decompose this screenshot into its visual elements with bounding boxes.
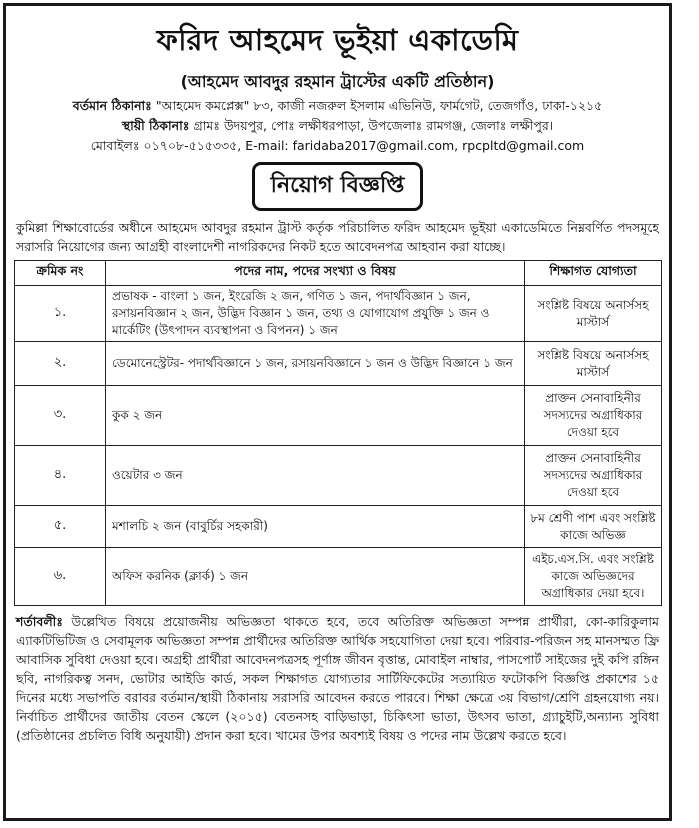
terms-label: শর্তাবলীঃ (16, 614, 63, 629)
notice-content (12, 12, 663, 812)
table-row (15, 548, 662, 606)
banner-wrap (12, 162, 663, 211)
terms-text: উল্লেখিত বিষয়ে প্রয়োজনীয় অভিজ্ঞতা থাকতে হবে, তবে অতিরিক্ত অভিজ্ঞতা সম্পন্ন প্রার্থীরা, কো-কারিকুলাম এ্যাকটিভিটিজ ও সেবামূলক অভিজ্ঞতা সম্পন্ন প্রার্থীদের অতিরিক্ত আর্থিক সহযোগিতা দেয়া হবে। পরিবার-পরিজন সহ মানসম্মত ফ্রি আবাসিক সুবিধা দেওয়া হবে। অগ্রহী প্রার্থীরা আবেদনপত্রসহ পূর্ণাঙ্গ জীবন বৃত্তান্ত, মোবাইল নাম্বার, পাসপোর্ট সাইজের দুই কপি রঙ্গিন ছবি, নাগরিকত্ব সনদ, ভোটার আইডি কার্ড, সকল শিক্ষাগত যোগ্যতার সার্টিফিকেটের সত্যায়িত ফটোকপি বিজ্ঞপ্তি প্রকাশের ১৫ দিনের মধ্যে সভাপতি বরাবর বর্তমান/স্থায়ী ঠিকানায় সরাসরি আবেদন করতে পারবে। শিক্ষা ক্ষেত্রে ৩য় বিভাগ/শ্রেণি গ্রহনযোগ্য নয়। নির্বাচিত প্রার্থীদের জাতীয় বেতন স্কেলে (২০১৫) বেতনসহ বাড়িভাড়া, চিকিৎসা ভাতা, উৎসব ভাতা, গ্র্যাচুইটি,অন্যান্য সুবিধা (প্রতিষ্ঠানের প্রচলিত বিধি অনুযায়ী) প্রদান করা হবে। খামের উপর অবশ্যই বিষয় ও পদের নাম উল্লেখ করতে হবে। (16, 614, 659, 743)
row-qualification: প্রাক্তন সেনাবাহিনীর সদস্যদের অগ্রাধিকার দেওয়া হবে (525, 386, 662, 446)
contact-line: মোবাইলঃ ০১৭০৮-৫১৫৩৩৫, E-mail: faridaba2017@gmail.com, rpcpltd@gmail.com (90, 138, 585, 153)
row-post: অফিস করনিক (ক্লার্ক) ১ জন (106, 548, 525, 606)
vacancy-table (14, 260, 662, 606)
row-qualification: প্রাক্তন সেনাবাহিনীর সদস্যদের অগ্রাধিকার দেওয়া হবে (525, 446, 662, 506)
row-post: কুক ২ জন (106, 386, 525, 446)
row-qualification: সংশ্লিষ্ট বিষয়ে অনার্সসহ মাস্টার্স (525, 286, 662, 342)
row-qualification: ৮ম শ্রেণী পাশ এবং সংশ্লিষ্ট কাজে অভিজ্ঞ (525, 506, 662, 548)
row-post: প্রভাষক - বাংলা ১ জন, ইংরেজি ২ জন, গণিত ১ জন, পদার্থবিজ্ঞান ১ জন, রসায়নবিজ্ঞান ২ জন, উদ্ভিদ বিজ্ঞান ১ জন, তথ্য ও যোগাযোগ প্রযুক্তি ১ জন ও মার্কেটিং (উৎপাদন ব্যবস্থাপনা ও বিপনন) ১ জন (106, 286, 525, 342)
institution-title: ফরিদ আহমেদ ভূইয়া একাডেমি (156, 23, 519, 57)
table-row (15, 446, 662, 506)
notice-border (3, 3, 672, 821)
present-address: "আহমেদ কমপ্লেক্স" ৮৩, কাজী নজরুল ইসলাম এভিনিউ, ফার্মগেট, তেজগাঁও, ঢাকা-১২১৫ (155, 98, 603, 113)
row-post: ওয়েটার ৩ জন (106, 446, 525, 506)
row-serial: ৩. (15, 386, 106, 446)
present-address-line (12, 96, 663, 116)
present-address-label: বর্তমান ঠিকানাঃ (72, 98, 152, 113)
row-post: মশালচি ২ জন (বাবুর্চির সহকারী) (106, 506, 525, 548)
permanent-address: গ্রামঃ উদয়পুর, পোঃ লক্ষীধরপাড়া, উপজেলাঃ রামগঞ্জ, জেলাঃ লক্ষীপুর। (193, 118, 554, 133)
recruitment-banner: নিয়োগ বিজ্ঞপ্তি (252, 162, 424, 211)
row-post: ডেমোনেস্ট্রেটর- পদার্থবিজ্ঞানে ১ জন, রসায়নবিজ্ঞানে ১ জন ও উদ্ভিদ বিজ্ঞানে ১ জন (106, 342, 525, 386)
row-serial: ৫. (15, 506, 106, 548)
permanent-address-line (12, 116, 663, 136)
row-serial: ১. (15, 286, 106, 342)
terms-paragraph (16, 612, 659, 745)
row-qualification: এইচ.এস.সি. এবং সংশ্লিষ্ট কাজে অভিজ্ঞদের অগ্রাধিকার দেয়া হবে। (525, 548, 662, 606)
intro-paragraph: কুমিল্লা শিক্ষাবোর্ডের অধীনে আহমেদ আবদুর রহমান ট্রাস্ট কর্তৃক পরিচালিত ফরিদ আহমেদ ভূইয়া একাডেমিতে নিম্নবর্ণিত পদসমূহে সরাসরি নিয়োগের জন্য আগ্রহী বাংলাদেশী নাগরিকদের নিকট হতে আবেদনপত্র আহবান করা যাচ্ছে। (16, 220, 659, 254)
row-serial: ২. (15, 342, 106, 386)
header-qualification: শিক্ষাগত যোগ্যতা (525, 261, 662, 286)
table-row (15, 286, 662, 342)
table-row (15, 386, 662, 446)
permanent-address-label: স্থায়ী ঠিকানাঃ (121, 118, 190, 133)
header-post: পদের নাম, পদের সংখ্যা ও বিষয় (106, 261, 525, 286)
row-qualification: সংশ্লিষ্ট বিষয়ে অনার্সসহ মাস্টার্স (525, 342, 662, 386)
table-row (15, 342, 662, 386)
institution-subtitle: (আহমেদ আবদুর রহমান ট্রাস্টের একটি প্রতিষ্ঠান) (180, 72, 495, 91)
table-header-row (15, 261, 662, 286)
table-row (15, 506, 662, 548)
header-serial: ক্রমিক নং (15, 261, 106, 286)
row-serial: ৬. (15, 548, 106, 606)
row-serial: ৪. (15, 446, 106, 506)
